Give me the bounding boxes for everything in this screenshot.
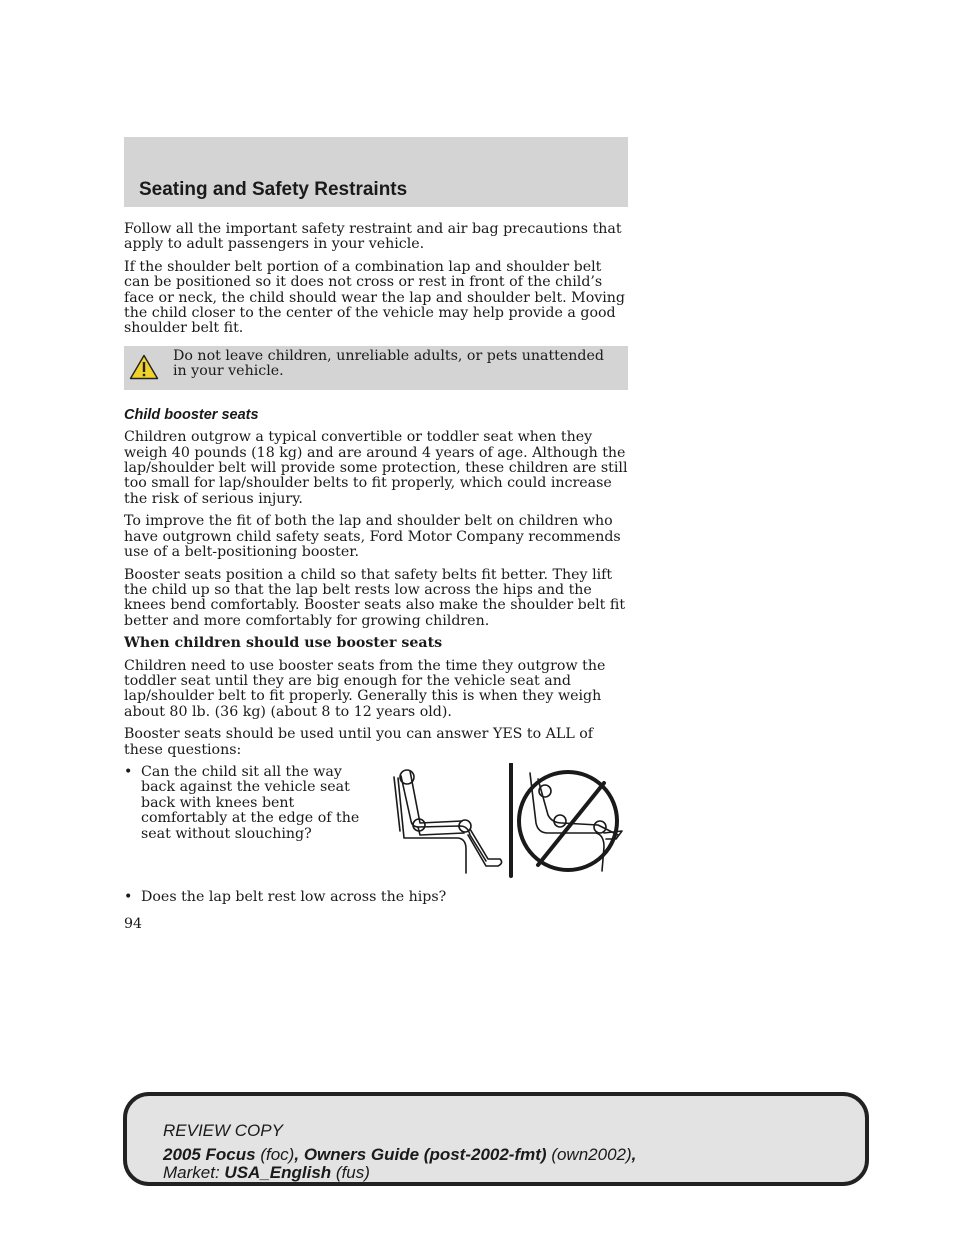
page-number: 94	[124, 916, 143, 933]
intro-paragraph-2: If the shoulder belt portion of a combination lap and shoulder belt can be positioned so it does not cross or rest in front of the child’s face or neck, the child should wear the lap and shoulder belt. Moving the child closer to the center of the vehicle may help provide a good shoulder belt fit.	[124, 258, 626, 337]
footer-guide-code: (own2002)	[551, 1145, 632, 1164]
bullet-text: Does the lap belt rest low across the hips?	[141, 888, 447, 905]
footer-model-code: (foc)	[260, 1145, 295, 1164]
incorrect-seating-figure	[519, 772, 622, 871]
page-content	[124, 222, 628, 933]
review-copy-footer	[123, 1092, 869, 1186]
footer-separator: ,	[294, 1145, 300, 1164]
when-paragraph-2: Booster seats should be used until you can answer YES to ALL of these questions:	[124, 726, 594, 758]
warning-box	[124, 346, 628, 390]
warning-triangle-icon	[129, 354, 159, 380]
booster-paragraph-2: To improve the fit of both the lap and shoulder belt on children who have outgrown child safety seats, Ford Motor Company recommends use of a belt-positioning booster.	[124, 513, 621, 561]
warning-text: Do not leave children, unreliable adults, or pets unattended in your vehicle.	[173, 347, 604, 380]
bullet-dot: •	[124, 888, 133, 905]
bullet-item	[124, 890, 628, 905]
section-header-band	[124, 137, 628, 207]
child-booster-seats-heading: Child booster seats	[124, 406, 259, 423]
booster-paragraph-1: Children outgrow a typical convertible or toddler seat when they weigh 40 pounds (18 kg) and are around 4 years of age. Although the lap/shoulder belt will provide some protection, these children are still too small for lap/shoulder belts to fit properly, which could increase the risk of serious injury.	[124, 429, 628, 507]
bullet-with-illustration	[124, 765, 628, 890]
booster-paragraph-3: Booster seats position a child so that safety belts fit better. They lift the child up so that the lap belt rests low across the hips and the knees bend comfortably. Booster seats also make the shoulder belt fit better and more comfortably for growing children.	[124, 566, 626, 629]
when-to-use-heading: When children should use booster seats	[124, 635, 443, 652]
footer-separator: ,	[631, 1145, 637, 1164]
footer-market-line	[163, 1164, 370, 1181]
footer-model: 2005 Focus	[163, 1145, 256, 1164]
correct-seating-figure	[394, 770, 502, 873]
bullet-dot: •	[124, 763, 133, 780]
bullet-item	[124, 765, 376, 842]
footer-market: USA_English	[224, 1163, 332, 1182]
bullet-text: Can the child sit all the way back against the vehicle seat back with knees bent comfortably at the edge of the seat without slouching?	[141, 763, 360, 842]
footer-market-code: (fus)	[335, 1163, 370, 1182]
section-title: Seating and Safety Restraints	[139, 179, 408, 200]
review-copy-label: REVIEW COPY	[163, 1121, 283, 1140]
intro-paragraph-1: Follow all the important safety restraint and air bag precautions that apply to adult passengers in your vehicle.	[124, 221, 622, 253]
footer-guide: Owners Guide (post-2002-fmt)	[303, 1145, 547, 1164]
footer-market-label: Market:	[163, 1163, 220, 1182]
booster-seat-fit-illustration	[390, 763, 630, 878]
footer-document-line	[163, 1146, 636, 1163]
when-paragraph-1: Children need to use booster seats from the time they outgrow the toddler seat until they are big enough for the vehicle seat and lap/shoulder belt to fit properly. Generally this is when they weigh about 80 lb. (36 kg) (about 8 to 12 years old).	[124, 657, 606, 720]
